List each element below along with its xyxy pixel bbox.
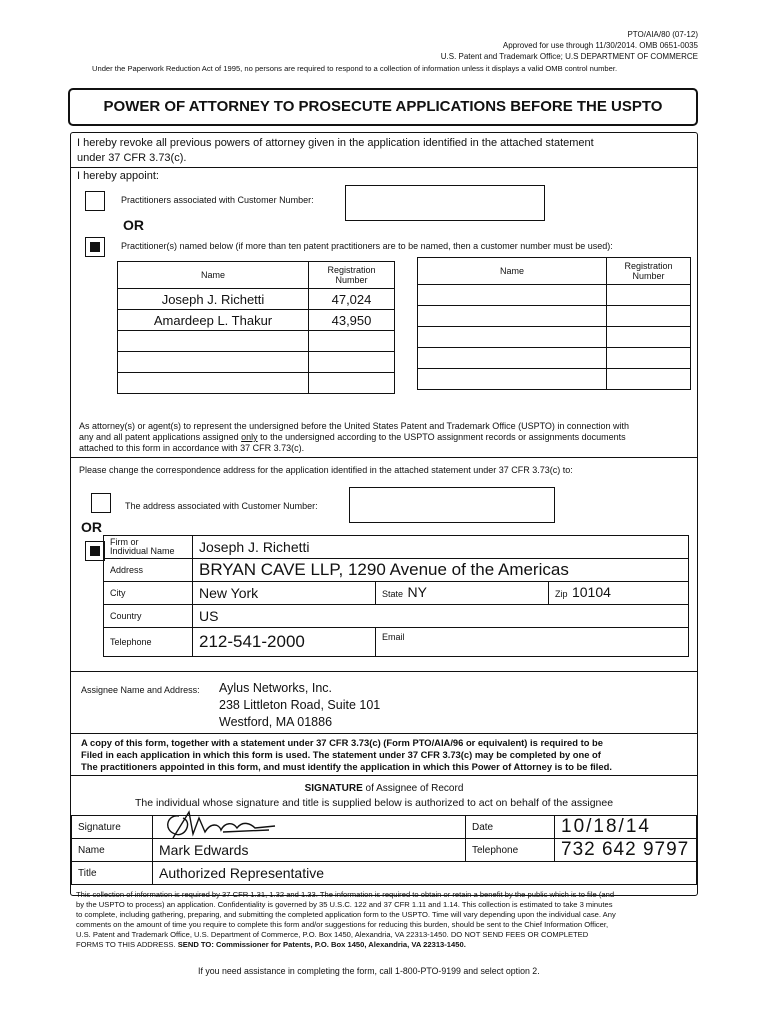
practitioner-reg[interactable]	[607, 369, 691, 390]
address-customer-input[interactable]	[349, 487, 555, 523]
revoke-text-2: under 37 CFR 3.73(c).	[77, 152, 187, 164]
form-body	[70, 132, 698, 896]
name-value[interactable]: Mark Edwards	[153, 839, 466, 862]
assignee-label: Assignee Name and Address:	[81, 685, 200, 695]
firm-checkbox[interactable]	[85, 541, 105, 561]
city-label: City	[104, 582, 193, 605]
table-row	[418, 285, 691, 306]
copy-notice-1: A copy of this form, together with a statement under 37 CFR 3.73(c) (Form PTO/AIA/96 or equivalent) is required to be	[81, 737, 603, 748]
firm-value[interactable]: Joseph J. Richetti	[193, 536, 689, 559]
zip-label: Zip	[555, 589, 568, 599]
col-name: Name	[118, 262, 309, 289]
divider	[71, 167, 697, 168]
form-id: PTO/AIA/80 (07-12)	[627, 30, 698, 39]
address-customer-label: The address associated with Customer Number:	[125, 501, 318, 511]
title-label: Title	[72, 862, 153, 885]
date-value[interactable]: 10/18/14	[555, 816, 697, 839]
divider	[71, 457, 697, 458]
practitioner-reg[interactable]	[309, 373, 395, 394]
practitioner-reg[interactable]	[309, 352, 395, 373]
practitioner-name[interactable]: Amardeep L. Thakur	[118, 310, 309, 331]
copy-notice-3: The practitioners appointed in this form, and must identify the application in which this Power of Attorney is to be filed.	[81, 761, 612, 772]
email-label: Email	[382, 632, 405, 642]
table-row	[118, 373, 395, 394]
country-value[interactable]: US	[193, 605, 689, 628]
name-label: Name	[72, 839, 153, 862]
practitioner-name[interactable]: Joseph J. Richetti	[118, 289, 309, 310]
customer-number-checkbox[interactable]	[85, 191, 105, 211]
or-label-2: OR	[81, 519, 102, 535]
practitioner-table-left	[117, 261, 395, 394]
practitioner-reg[interactable]	[607, 285, 691, 306]
as-attorney-1: As attorney(s) or agent(s) to represent the undersigned before the United States Patent and Trademark Office (USPTO) in connection with	[79, 421, 629, 431]
assignee-line-1: Aylus Networks, Inc.	[219, 681, 333, 695]
practitioner-name[interactable]	[118, 331, 309, 352]
sig-telephone-value[interactable]: 732 642 9797	[555, 839, 697, 862]
omb-approval: Approved for use through 11/30/2014. OMB 0651-0035	[502, 41, 698, 50]
practitioner-name[interactable]	[418, 285, 607, 306]
state-cell[interactable]	[376, 582, 549, 605]
as-attorney-3: attached to this form in accordance with 37 CFR 3.73(c).	[79, 443, 305, 453]
practitioner-name[interactable]	[418, 327, 607, 348]
firm-label: Firm or Individual Name	[104, 536, 193, 559]
signature-table	[71, 815, 697, 885]
practitioner-name[interactable]	[118, 373, 309, 394]
assignee-line-3: Westford, MA 01886	[219, 715, 333, 729]
divider	[71, 733, 697, 734]
correspondence-table	[103, 535, 689, 657]
as-attorney-2: any and all patent applications assigned only to the undersigned according to the USPTO assignment records or assignments documents	[79, 432, 626, 442]
table-row	[418, 348, 691, 369]
table-row	[418, 306, 691, 327]
table-row	[418, 369, 691, 390]
paperwork-notice: Under the Paperwork Reduction Act of 1995, no persons are required to respond to a collection of information unless it displays a valid OMB control number.	[92, 64, 618, 73]
or-label: OR	[123, 217, 144, 233]
signature-label: Signature	[72, 816, 153, 839]
practitioner-reg[interactable]: 47,024	[309, 289, 395, 310]
table-row	[118, 352, 395, 373]
table-row	[118, 331, 395, 352]
table-row	[118, 289, 395, 310]
practitioner-name[interactable]	[118, 352, 309, 373]
revoke-text-1: I hereby revoke all previous powers of attorney given in the application identified in the attached statement	[77, 137, 594, 149]
table-row	[118, 310, 395, 331]
title-box	[68, 88, 698, 126]
form-title: POWER OF ATTORNEY TO PROSECUTE APPLICATIONS BEFORE THE USPTO	[103, 98, 663, 115]
address-label: Address	[104, 559, 193, 582]
divider	[71, 671, 697, 672]
col-name: Name	[418, 258, 607, 285]
email-cell[interactable]	[376, 628, 689, 657]
table-row	[418, 327, 691, 348]
burden-statement: This collection of information is required by 37 CFR 1.31, 1.32 and 1.33. The information is required to obtain or retain a benefit by the public which is to file (and by the USPTO to process) an application. Confidentiality is governed by 35 U.S.C. 122 and 37 CFR 1.11 and 1.14. This collection is estimated to take 3 minutes to complete, including gathering, preparing, and submitting the completed application form to the USPTO. Time will vary depending upon the individual case. Any comments on the amount of time you require to complete this form and/or suggestions for reducing this burden, should be sent to the Chief Information Officer, U.S. Patent and Trademark Office, U.S. Department of Commerce, P.O. Box 1450, Alexandria, VA 22313-1450. DO NOT SEND FEES OR COMPLETED FORMS TO THIS ADDRESS. SEND TO: Commissioner for Patents, P.O. Box 1450, Alexandria, VA 22313-1450.	[76, 890, 616, 949]
divider	[71, 775, 697, 776]
practitioner-reg[interactable]	[607, 306, 691, 327]
practitioner-reg[interactable]	[607, 327, 691, 348]
change-address-text: Please change the correspondence address for the application identified in the attached statement under 37 CFR 3.73(c) to:	[79, 465, 573, 475]
address-value[interactable]: BRYAN CAVE LLP, 1290 Avenue of the Americas	[193, 559, 689, 582]
named-practitioners-checkbox[interactable]	[85, 237, 105, 257]
telephone-label: Telephone	[104, 628, 193, 657]
zip-value: 10104	[571, 584, 611, 600]
signature-field[interactable]	[153, 816, 466, 839]
state-label: State	[382, 589, 404, 599]
customer-number-input[interactable]	[345, 185, 545, 221]
address-customer-checkbox[interactable]	[91, 493, 111, 513]
signature-heading: SIGNATURE of Assignee of Record	[304, 783, 464, 794]
zip-cell[interactable]	[549, 582, 689, 605]
sig-telephone-label: Telephone	[466, 839, 555, 862]
col-registration: Registration Number	[309, 262, 395, 289]
practitioner-name[interactable]	[418, 306, 607, 327]
title-value[interactable]: Authorized Representative	[153, 862, 697, 885]
department: U.S. Patent and Trademark Office; U.S DEPARTMENT OF COMMERCE	[440, 52, 698, 61]
appoint-text: I hereby appoint:	[77, 170, 159, 182]
assistance-text: If you need assistance in completing the form, call 1-800-PTO-9199 and select option 2.	[198, 966, 540, 976]
practitioner-name[interactable]	[418, 348, 607, 369]
country-label: Country	[104, 605, 193, 628]
telephone-value[interactable]: 212-541-2000	[193, 628, 376, 657]
date-label: Date	[466, 816, 555, 839]
practitioner-reg[interactable]	[607, 348, 691, 369]
copy-notice-2: Filed in each application in which this form is used. The statement under 37 CFR 3.73(c) may be completed by one of	[81, 749, 601, 760]
assignee-line-2: 238 Littleton Road, Suite 101	[219, 698, 381, 712]
practitioner-name[interactable]	[418, 369, 607, 390]
customer-number-label: Practitioners associated with Customer Number:	[121, 195, 314, 205]
practitioner-reg[interactable]: 43,950	[309, 310, 395, 331]
practitioner-reg[interactable]	[309, 331, 395, 352]
state-value: NY	[407, 584, 427, 600]
practitioner-table-right	[417, 257, 691, 390]
named-practitioners-label: Practitioner(s) named below (if more than ten patent practitioners are to be named, then a customer number must be used):	[121, 241, 613, 251]
col-registration: Registration Number	[607, 258, 691, 285]
signature-scribble	[159, 808, 289, 842]
city-value[interactable]: New York	[193, 582, 376, 605]
signature-subheading: The individual whose signature and title is supplied below is authorized to act on behalf of the assignee	[135, 797, 614, 809]
